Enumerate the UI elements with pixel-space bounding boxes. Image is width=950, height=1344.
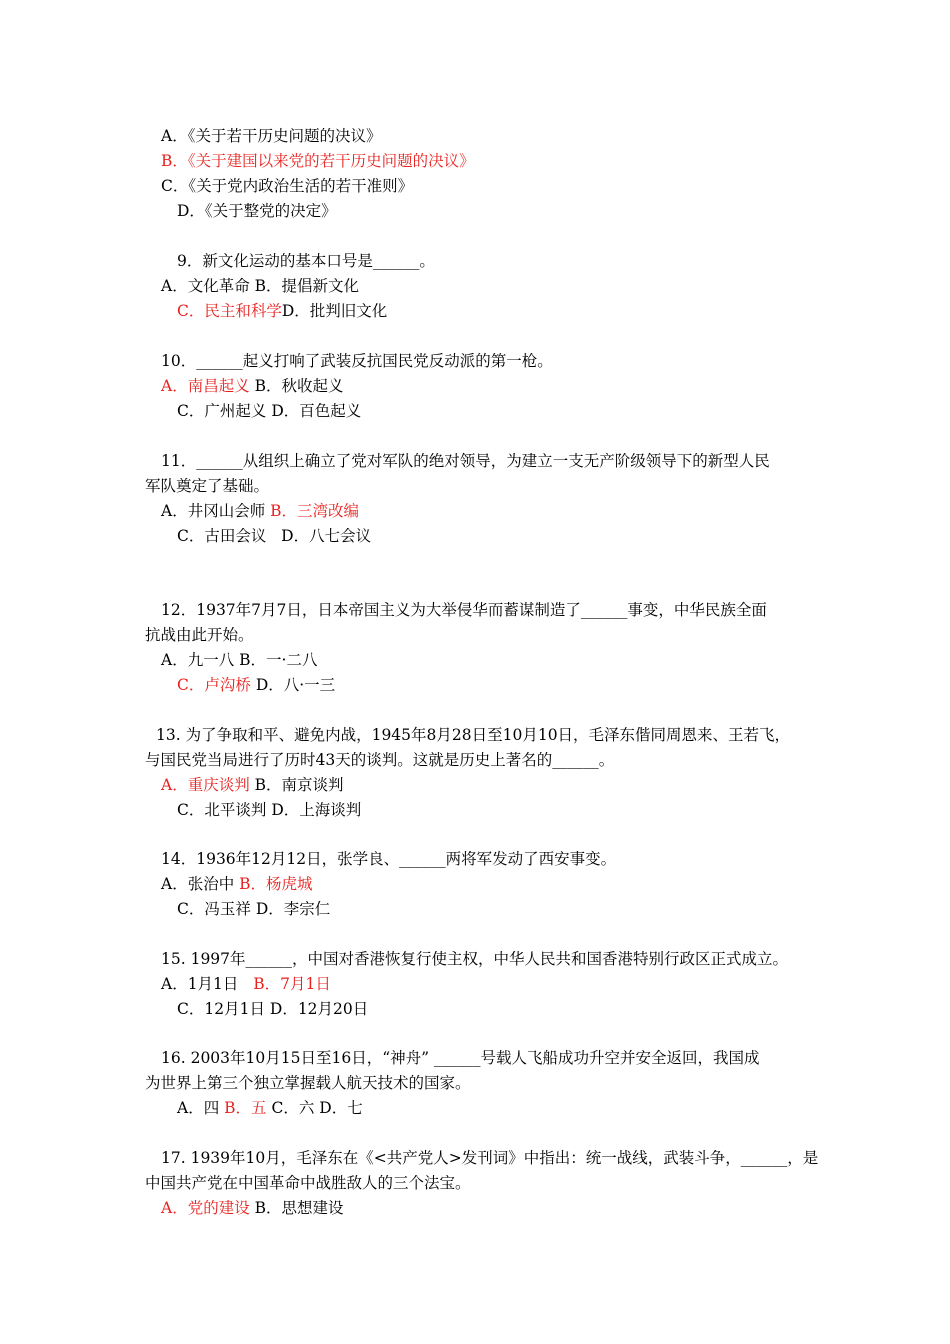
q10-options-row1: [161, 374, 831, 399]
q8-option-a: A．《关于若干历史问题的决议》: [161, 127, 382, 145]
q11-options-row2: [177, 524, 847, 549]
q11-option-b-correct: B．三湾改编: [270, 502, 360, 520]
q11-stem-line1: 11．______从组织上确立了党对军队的绝对领导，为建立一支无产阶级领导下的新型人民: [161, 452, 770, 470]
q13-stem-line1: 13. 为了争取和平、避免内战，1945年8月28日至10月10日，毛泽东偕同周恩来、王若飞，: [156, 726, 791, 744]
q17-stem-line1: 17. 1939年10月，毛泽东在《<共产党人>发刊词》中指出：统一战线，武装斗争，______，是: [161, 1149, 819, 1167]
q9-option-a: A．文化革命: [161, 277, 250, 295]
q15-options-row1: [161, 972, 831, 997]
q11-option-c: C．古田会议: [177, 527, 267, 545]
q14-option-a: A．张治中: [161, 875, 235, 893]
q9-option-b: B．提倡新文化: [254, 277, 360, 295]
q15-option-d: D．12月20日: [269, 1000, 369, 1018]
q15-option-b-correct: B．7月1日: [253, 975, 331, 993]
q13-option-d: D．上海谈判: [271, 801, 362, 819]
q13-stem-line2: 与国民党当局进行了历时43天的谈判。这就是历史上著名的______。: [145, 751, 615, 769]
q10-option-d: D．百色起义: [271, 402, 362, 420]
q10-option-b: B．秋收起义: [254, 377, 344, 395]
q15-stem: 15. 1997年______，中国对香港恢复行使主权，中华人民共和国香港特别行政区正式成立。: [161, 950, 789, 968]
q9-options-row1: [161, 274, 831, 299]
q14-option-c: C．冯玉祥: [177, 900, 251, 918]
q15-options-row2: [177, 997, 847, 1022]
q9-option-c-correct: C．民主和科学: [177, 302, 282, 320]
q12-options-row2: [177, 673, 847, 698]
q11-stem-line2: 军队奠定了基础。: [145, 477, 270, 495]
q16-option-d: D．七: [319, 1099, 363, 1117]
q11-options-row1: [161, 499, 831, 524]
q14-stem: 14．1936年12月12日，张学良、______两将军发动了西安事变。: [161, 850, 617, 868]
q17-option-b: B．思想建设: [254, 1199, 344, 1217]
q16-option-b-correct: B．五: [224, 1099, 267, 1117]
q8-option-c: C．《关于党内政治生活的若干准则》: [161, 177, 414, 195]
q12-option-c-correct: C．卢沟桥: [177, 676, 251, 694]
q11-option-d: D．八七会议: [281, 527, 372, 545]
q10-options-row2: [177, 399, 847, 424]
q8-option-b-correct: B．《关于建国以来党的若干历史问题的决议》: [161, 152, 475, 170]
q10-stem: 10．______起义打响了武装反抗国民党反动派的第一枪。: [161, 352, 553, 370]
q14-option-b-correct: B．杨虎城: [239, 875, 313, 893]
q16-option-c: C．六: [271, 1099, 315, 1117]
q12-option-b: B．一·二八: [239, 651, 318, 669]
q13-options-row1: [161, 773, 831, 798]
q17-stem-line2: 中国共产党在中国革命中战胜敌人的三个法宝。: [145, 1174, 471, 1192]
q13-option-c: C．北平谈判: [177, 801, 267, 819]
q16-stem-line1: 16. 2003年10月15日至16日，“神舟” ______号载人飞船成功升空并安全返回，我国成: [161, 1049, 760, 1067]
q17-options-row1: [161, 1196, 831, 1221]
q15-option-c: C．12月1日: [177, 1000, 265, 1018]
q9-options-row2: [177, 299, 847, 324]
q14-options-row2: [177, 897, 847, 922]
q16-stem-line2: 为世界上第三个独立掌握载人航天技术的国家。: [145, 1074, 471, 1092]
q16-options-row: [177, 1096, 847, 1121]
q12-option-a: A．九一八: [161, 651, 235, 669]
q14-option-d: D．李宗仁: [255, 900, 331, 918]
q10-option-a-correct: A．南昌起义: [161, 377, 250, 395]
q13-option-a-correct: A．重庆谈判: [161, 776, 250, 794]
q12-stem-line2: 抗战由此开始。: [145, 626, 254, 644]
q13-option-b: B．南京谈判: [254, 776, 344, 794]
q11-option-a: A．井冈山会师: [161, 502, 266, 520]
q10-option-c: C．广州起义: [177, 402, 267, 420]
q8-option-d: D．《关于整党的决定》: [177, 202, 337, 220]
q9-stem: 9．新文化运动的基本口号是______。: [177, 252, 435, 270]
q12-stem-line1: 12．1937年7月7日，日本帝国主义为大举侵华而蓄谋制造了______事变，中华民族全面: [161, 601, 767, 619]
q16-option-a: A．四: [177, 1099, 220, 1117]
q15-option-a: A．1月1日: [161, 975, 239, 993]
q12-options-row1: [161, 648, 831, 673]
q9-option-d: D．批判旧文化: [281, 302, 388, 320]
q14-options-row1: [161, 872, 831, 897]
q17-option-a-correct: A．党的建设: [161, 1199, 250, 1217]
q12-option-d: D．八·一三: [255, 676, 336, 694]
q13-options-row2: [177, 798, 847, 823]
